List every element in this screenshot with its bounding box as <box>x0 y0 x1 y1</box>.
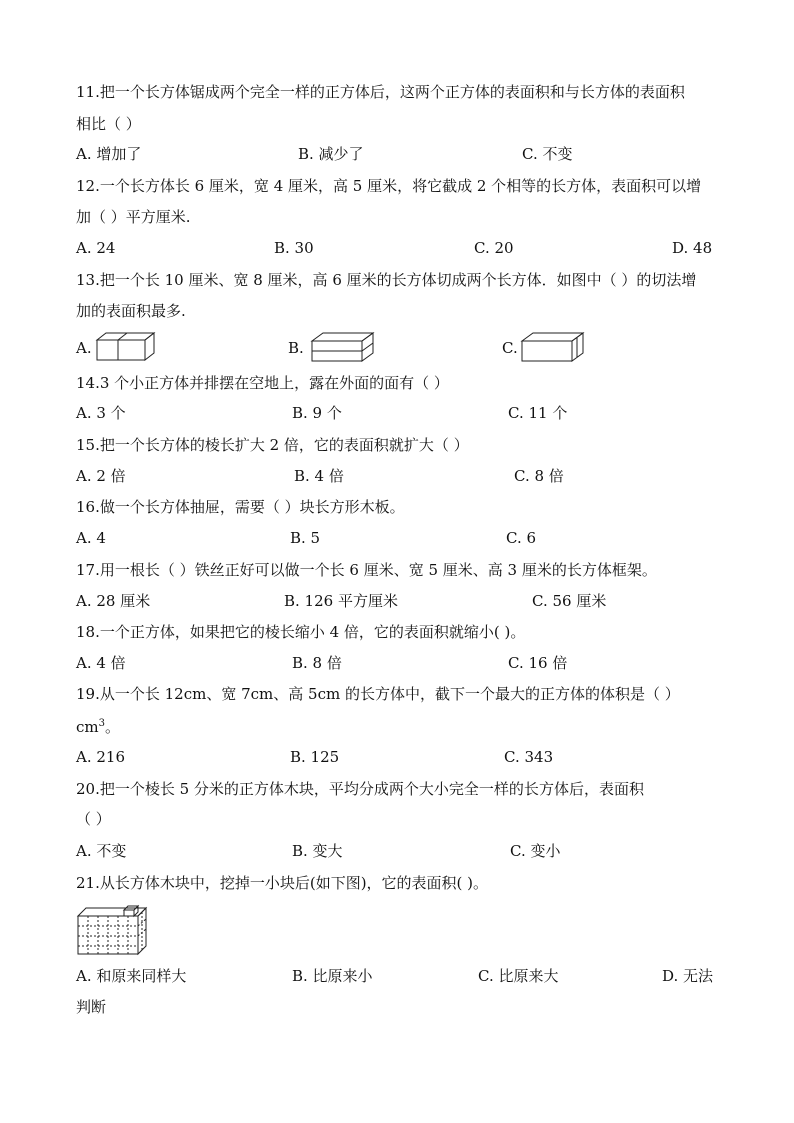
q16-option-b: B. 5 <box>290 529 321 547</box>
q21-cuboid-figure <box>76 906 156 956</box>
q11-option-b: B. 减少了 <box>298 145 364 163</box>
q20-option-a: A. 不变 <box>76 842 127 860</box>
q13-cuboid-c-figure <box>520 332 590 364</box>
q13-option-a: A. <box>76 339 92 357</box>
q12-option-a: A. 24 <box>76 239 116 257</box>
q13-stem-line1: 13.把一个长 10 厘米、宽 8 厘米，高 6 厘米的长方体切成两个长方体．如图中（ ）的切法增 <box>76 271 697 289</box>
q18-option-c: C. 16 倍 <box>508 654 568 672</box>
q12-stem-line2: 加（ ）平方厘米. <box>76 208 191 226</box>
q17-option-b: B. 126 平方厘米 <box>284 592 398 610</box>
q19-stem-line1: 19.从一个长 12cm、宽 7cm、高 5cm 的长方体中，截下一个最大的正方体的体积是（ ） <box>76 685 680 703</box>
q20-option-c: C. 变小 <box>510 842 561 860</box>
q20-option-b: B. 变大 <box>292 842 343 860</box>
q18-option-b: B. 8 倍 <box>292 654 342 672</box>
q12-option-b: B. 30 <box>274 239 314 257</box>
q21-option-a: A. 和原来同样大 <box>76 967 187 985</box>
q12-stem-line1: 12.一个长方体长 6 厘米，宽 4 厘米，高 5 厘米，将它截成 2 个相等的长方体，表面积可以增 <box>76 177 702 195</box>
q11-option-a: A. 增加了 <box>76 145 142 163</box>
q13-option-b: B. <box>288 339 304 357</box>
q11-stem-line2: 相比（ ） <box>76 115 141 133</box>
q20-stem-line1: 20.把一个棱长 5 分米的正方体木块，平均分成两个大小完全一样的长方体后，表面积 <box>76 780 644 798</box>
q21-stem: 21.从长方体木块中，挖掉一小块后(如下图)，它的表面积( )。 <box>76 874 489 892</box>
q20-stem-line2: （ ） <box>76 810 111 828</box>
q21-option-c: C. 比原来大 <box>478 967 559 985</box>
q13-option-c: C. <box>502 339 518 357</box>
q18-stem: 18.一个正方体，如果把它的棱长缩小 4 倍，它的表面积就缩小( )。 <box>76 623 526 641</box>
q16-option-c: C. 6 <box>506 529 537 547</box>
q21-option-d-continued: 判断 <box>76 998 107 1016</box>
q13-cuboid-b-figure <box>310 332 380 364</box>
q19-line-end: 。 <box>105 718 121 736</box>
q11-option-c: C. 不变 <box>522 145 573 163</box>
q19-option-c: C. 343 <box>504 748 554 766</box>
q15-option-c: C. 8 倍 <box>514 467 564 485</box>
q14-stem: 14.3 个小正方体并排摆在空地上，露在外面的面有（ ） <box>76 374 449 392</box>
q15-option-a: A. 2 倍 <box>76 467 126 485</box>
q17-option-a: A. 28 厘米 <box>76 592 151 610</box>
q17-option-c: C. 56 厘米 <box>532 592 607 610</box>
q21-option-b: B. 比原来小 <box>292 967 373 985</box>
q19-unit-exponent: 3 <box>98 718 105 729</box>
q17-stem: 17.用一根长（ ）铁丝正好可以做一个长 6 厘米、宽 5 厘米、高 3 厘米的长方体框架。 <box>76 561 657 579</box>
q13-stem-line2: 加的表面积最多. <box>76 302 186 320</box>
q14-option-b: B. 9 个 <box>292 404 342 422</box>
q19-stem-line2 <box>76 717 120 737</box>
q12-option-d: D. 48 <box>672 239 713 257</box>
q18-option-a: A. 4 倍 <box>76 654 126 672</box>
q11-stem-line1: 11.把一个长方体锯成两个完全一样的正方体后，这两个正方体的表面积和与长方体的表面积 <box>76 83 685 101</box>
q14-option-c: C. 11 个 <box>508 404 568 422</box>
q19-unit: cm <box>76 718 99 736</box>
q21-option-d: D. 无法 <box>662 967 714 985</box>
q12-option-c: C. 20 <box>474 239 514 257</box>
q13-cuboid-a-figure <box>94 332 164 364</box>
q19-option-b: B. 125 <box>290 748 340 766</box>
q16-stem: 16.做一个长方体抽屉，需要（ ）块长方形木板。 <box>76 498 405 516</box>
q16-option-a: A. 4 <box>76 529 106 547</box>
q14-option-a: A. 3 个 <box>76 404 126 422</box>
q19-option-a: A. 216 <box>76 748 125 766</box>
q15-option-b: B. 4 倍 <box>294 467 344 485</box>
q15-stem: 15.把一个长方体的棱长扩大 2 倍，它的表面积就扩大（ ） <box>76 436 469 454</box>
